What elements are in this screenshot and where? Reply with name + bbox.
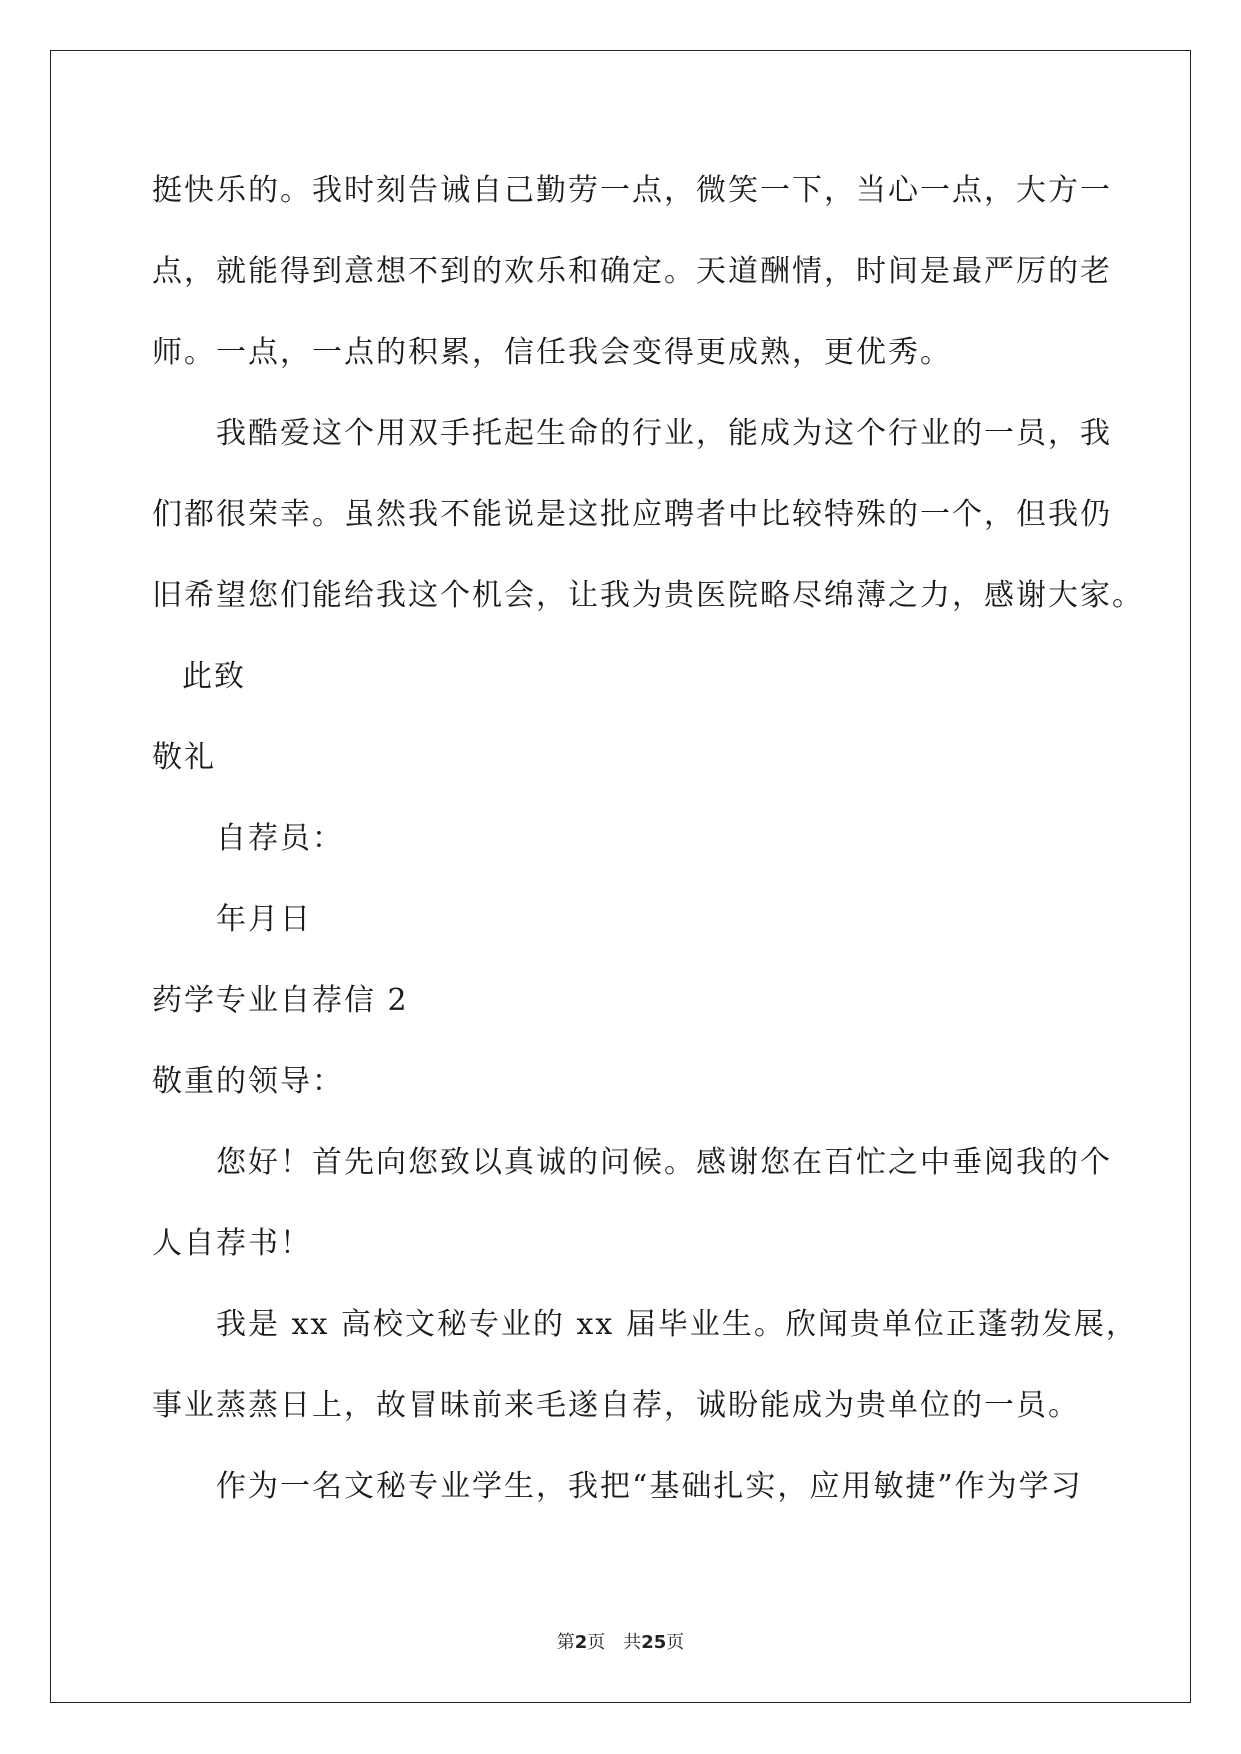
text-line: 们都很荣幸。虽然我不能说是这批应聘者中比较特殊的一个，但我仍 — [152, 497, 1112, 532]
signature-label: 自荐员： — [216, 821, 344, 856]
section-title: 药学专业自荐信 2 — [152, 983, 409, 1018]
text-line: 点，就能得到意想不到的欢乐和确定。天道酬情，时间是最严厉的老 — [152, 254, 1112, 289]
total-pages: 25 — [641, 1632, 667, 1653]
greeting: 敬重的领导： — [152, 1064, 344, 1099]
total-prefix: 共 — [623, 1632, 642, 1653]
text-line: 您好！首先向您致以真诚的问候。感谢您在百忙之中垂阅我的个 — [216, 1145, 1112, 1180]
text-line: 作为一名文秘专业学生，我把“基础扎实，应用敏捷”作为学习 — [216, 1469, 1083, 1504]
closing-respect: 敬礼 — [152, 740, 216, 775]
text-line: 师。一点，一点的积累，信任我会变得更成熟，更优秀。 — [152, 335, 952, 370]
date-label: 年月日 — [216, 902, 312, 937]
page-footer — [0, 1628, 1241, 1654]
text-line: 人自荐书！ — [152, 1226, 312, 1261]
page-number: 2 — [574, 1632, 588, 1653]
text-line: 挺快乐的。我时刻告诫自己勤劳一点，微笑一下，当心一点，大方一 — [152, 173, 1112, 208]
document-body — [152, 150, 1144, 1527]
text-line: 我酷爱这个用双手托起生命的行业，能成为这个行业的一员，我 — [216, 416, 1112, 451]
text-line: 旧希望您们能给我这个机会，让我为贵医院略尽绵薄之力，感谢大家。 — [152, 578, 1144, 613]
closing-salutation: 此致 — [182, 659, 246, 694]
page-prefix: 第 — [556, 1632, 575, 1653]
total-suffix: 页 — [666, 1632, 685, 1653]
page-suffix: 页 — [587, 1632, 606, 1653]
text-line: 我是 xx 高校文秘专业的 xx 届毕业生。欣闻贵单位正蓬勃发展， — [216, 1307, 1138, 1342]
text-line: 事业蒸蒸日上，故冒昧前来毛遂自荐，诚盼能成为贵单位的一员。 — [152, 1388, 1080, 1423]
